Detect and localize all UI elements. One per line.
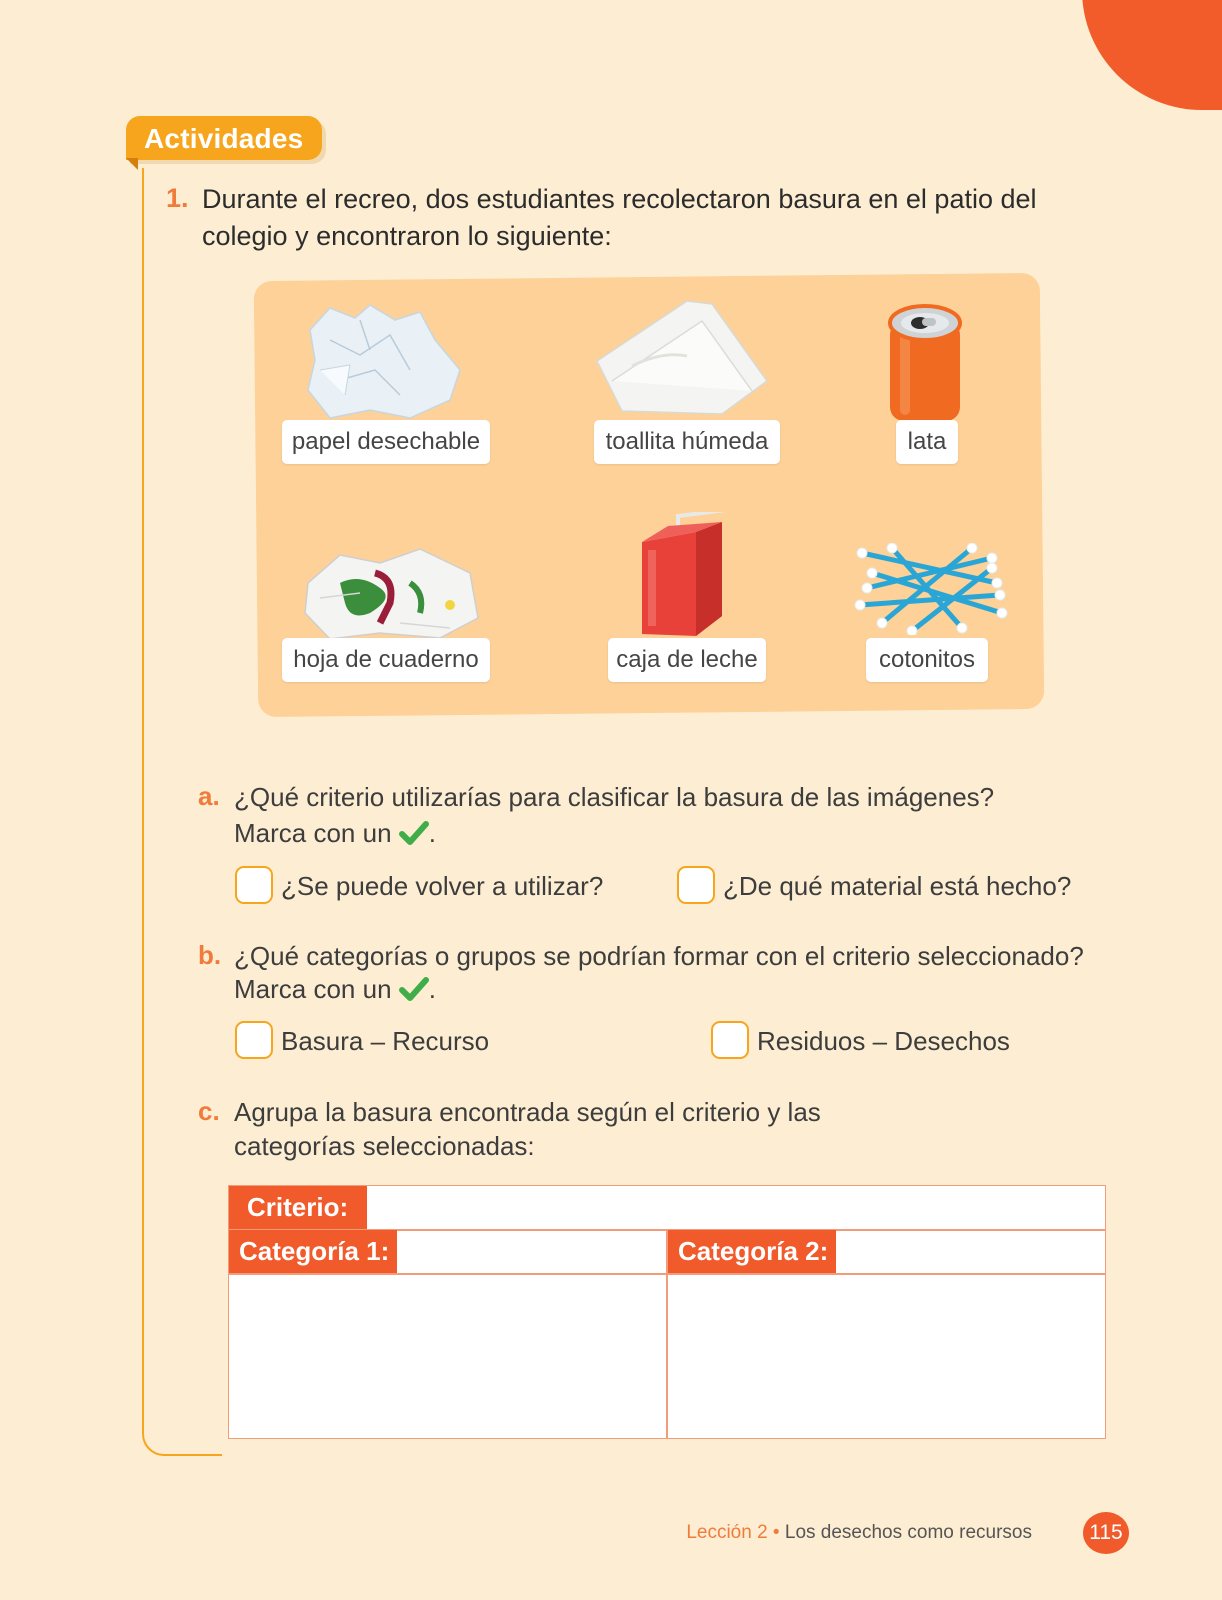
part-a-instruction: Marca con un . (234, 818, 436, 848)
item-label: hoja de cuaderno (282, 638, 490, 682)
check-icon (399, 976, 429, 1002)
part-b-instruction-text: Marca con un (234, 974, 392, 1004)
categoria-2-items-area[interactable] (668, 1275, 1105, 1437)
part-a-letter: a. (198, 781, 220, 811)
footer-lesson (686, 1522, 1032, 1544)
categoria-2-answer-field[interactable] (836, 1230, 1105, 1273)
categoria-1-answer-field[interactable] (397, 1230, 665, 1273)
part-b-question: ¿Qué categorías o grupos se podrían formar con el criterio seleccionado? (234, 941, 1084, 971)
option-checkbox[interactable] (235, 1021, 273, 1059)
classification-table (228, 1185, 1106, 1439)
criterio-answer-field[interactable] (367, 1186, 1105, 1229)
notebook-sheet-icon (300, 543, 480, 641)
question-number: 1. (166, 183, 189, 213)
part-b-instruction: Marca con un . (234, 974, 436, 1004)
cotton-swabs-icon (852, 543, 1008, 635)
can-icon (884, 303, 966, 425)
option-checkbox[interactable] (677, 866, 715, 904)
activities-tab (126, 116, 322, 160)
option-label: ¿Se puede volver a utilizar? (281, 871, 604, 901)
part-c-letter: c. (198, 1096, 220, 1126)
page-number: 115 (1083, 1512, 1129, 1554)
item-label: lata (896, 420, 958, 464)
option-label: Basura – Recurso (281, 1026, 490, 1056)
criterio-header: Criterio: (229, 1186, 367, 1229)
option-checkbox[interactable] (711, 1021, 749, 1059)
part-a-question: ¿Qué criterio utilizarías para clasificar la basura de las imágenes? (234, 782, 995, 812)
section-bracket-line (142, 168, 222, 1456)
tab-fold (126, 158, 138, 170)
option-label: ¿De qué material está hecho? (723, 871, 1072, 901)
item-label: caja de leche (608, 638, 766, 682)
part-a-instruction-text: Marca con un (234, 818, 392, 848)
option-label: Residuos – Desechos (757, 1026, 1010, 1056)
wet-wipe-icon (592, 296, 778, 421)
check-icon (399, 820, 429, 846)
part-b-letter: b. (198, 940, 222, 970)
part-c-instruction: Agrupa la basura encontrada según el criterio y las (234, 1097, 821, 1127)
corner-decoration (1082, 0, 1222, 110)
item-label: papel desechable (282, 420, 490, 464)
footer-separator: • (767, 1522, 785, 1543)
categoria-1-items-area[interactable] (229, 1275, 665, 1437)
item-label: toallita húmeda (594, 420, 780, 464)
categoria-2-header: Categoría 2: (666, 1230, 836, 1273)
item-label: cotonitos (866, 638, 988, 682)
crumpled-paper-icon (300, 300, 470, 422)
lesson-label: Lección 2 (686, 1522, 768, 1543)
categoria-1-header: Categoría 1: (229, 1230, 397, 1273)
question-text: Durante el recreo, dos estudiantes recolectaron basura en el patio del colegio y encontraron lo siguiente: (202, 184, 1037, 251)
activities-title: Actividades (144, 123, 304, 154)
option-checkbox[interactable] (235, 866, 273, 904)
milk-carton-icon (638, 512, 738, 638)
lesson-topic: Los desechos como recursos (784, 1522, 1032, 1543)
part-c-instruction-cont: categorías seleccionadas: (234, 1131, 535, 1161)
